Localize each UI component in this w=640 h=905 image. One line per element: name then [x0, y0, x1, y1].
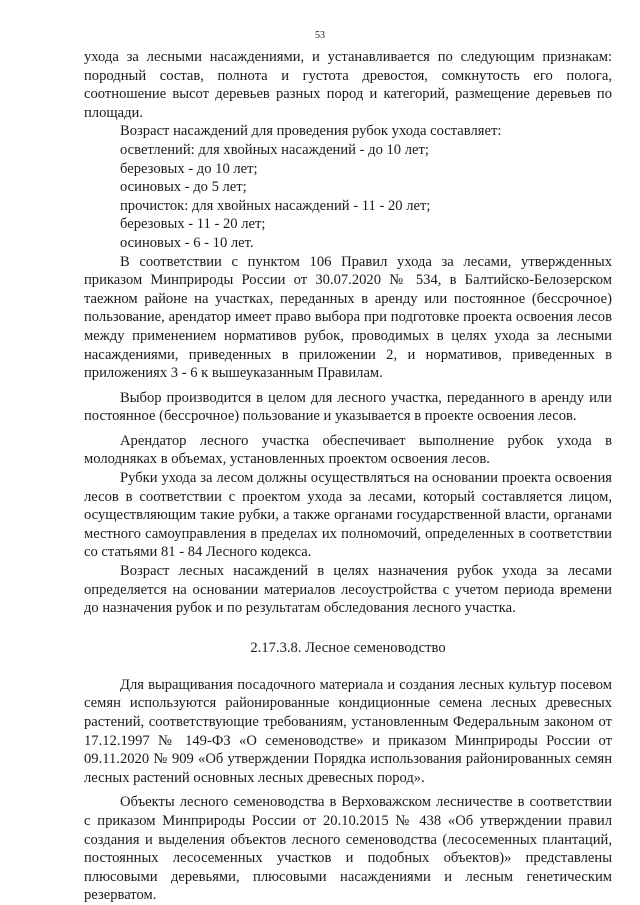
- document-body: [84, 48, 612, 905]
- paragraph: ухода за лесными насаждениями, и устанавливается по следующим признакам: породный состав, полнота и густота древостоя, сомкнутость его полога, соотношение высот деревьев разных пород и категорий, размещение деревьев по площади.: [84, 49, 612, 121]
- paragraph: Рубки ухода за лесом должны осуществляться на основании проекта освоения лесов в соответствии с проектом ухода за лесами, который составляется лицом, осуществляющим такие рубки, а также органами государственной власти, органами местного самоуправления в пределах их полномочий, определенных в соответствии со статьями 81 - 84 Лесного кодекса.: [84, 470, 612, 561]
- list-item: прочисток: для хвойных насаждений - 11 - 20 лет;: [120, 197, 431, 214]
- list-item: осиновых - до 5 лет;: [120, 179, 247, 196]
- list-item: осиновых - 6 - 10 лет.: [120, 234, 254, 251]
- page-number: 53: [315, 30, 325, 41]
- paragraph: Объекты лесного семеноводства в Верховажском лесничестве в соответствии с приказом Минприроды России от 20.10.2015 № 438 «Об утверждении правил создания и выделения объектов лесного семеноводства (лесосеменных плантаций, постоянных лесосеменных участков и подобных объектов)» представлены плюсовыми деревьями, плюсовыми насаждениями и лесным генетическим резерватом.: [84, 794, 612, 904]
- paragraph: Возраст лесных насаждений в целях назначения рубок ухода за лесами определяется на основании материалов лесоустройства с учетом периода времени до назначения рубок и по результатам обследования лесного участка.: [84, 563, 612, 617]
- list-item: березовых - 11 - 20 лет;: [120, 216, 266, 233]
- paragraph: Выбор производится в целом для лесного участка, переданного в аренду или постоянное (бессрочное) пользование и указывается в проекте освоения лесов.: [84, 389, 612, 425]
- list-item: березовых - до 10 лет;: [120, 160, 258, 177]
- paragraph: Для выращивания посадочного материала и создания лесных культур посевом семян используются районированные кондиционные семена лесных древесных растений, соответствующие требованиям, установленным Федеральным законом от 17.12.1997 № 149-ФЗ «О семеноводстве» и приказом Минприроды России от 09.11.2020 № 909 «Об утверждении Порядка использования районированных семян лесных растений основных лесных древесных пород».: [84, 676, 612, 786]
- paragraph: Арендатор лесного участка обеспечивает выполнение рубок ухода в молодняках в объемах, установленных проектом освоения лесов.: [84, 432, 612, 468]
- list-item: осветлений: для хвойных насаждений - до 10 лет;: [120, 141, 429, 158]
- age-list: [84, 141, 612, 253]
- section-heading: 2.17.3.8. Лесное семеноводство: [250, 639, 446, 656]
- list-intro: Возраст насаждений для проведения рубок ухода составляет:: [120, 123, 502, 140]
- paragraph: В соответствии с пунктом 106 Правил ухода за лесами, утвержденных приказом Минприроды России от 30.07.2020 № 534, в Балтийско-Белозерском таежном районе на участках, переданных в аренду или постоянное (бессрочное) пользование, арендатор имеет право выбора при подготовке проекта освоения лесов между применением нормативов рубок, проводимых в целях ухода за лесными насаждениями, приведенных в приложении 2, и нормативов, приведенных в приложениях 3 - 6 к вышеуказанным Правилам.: [84, 253, 612, 382]
